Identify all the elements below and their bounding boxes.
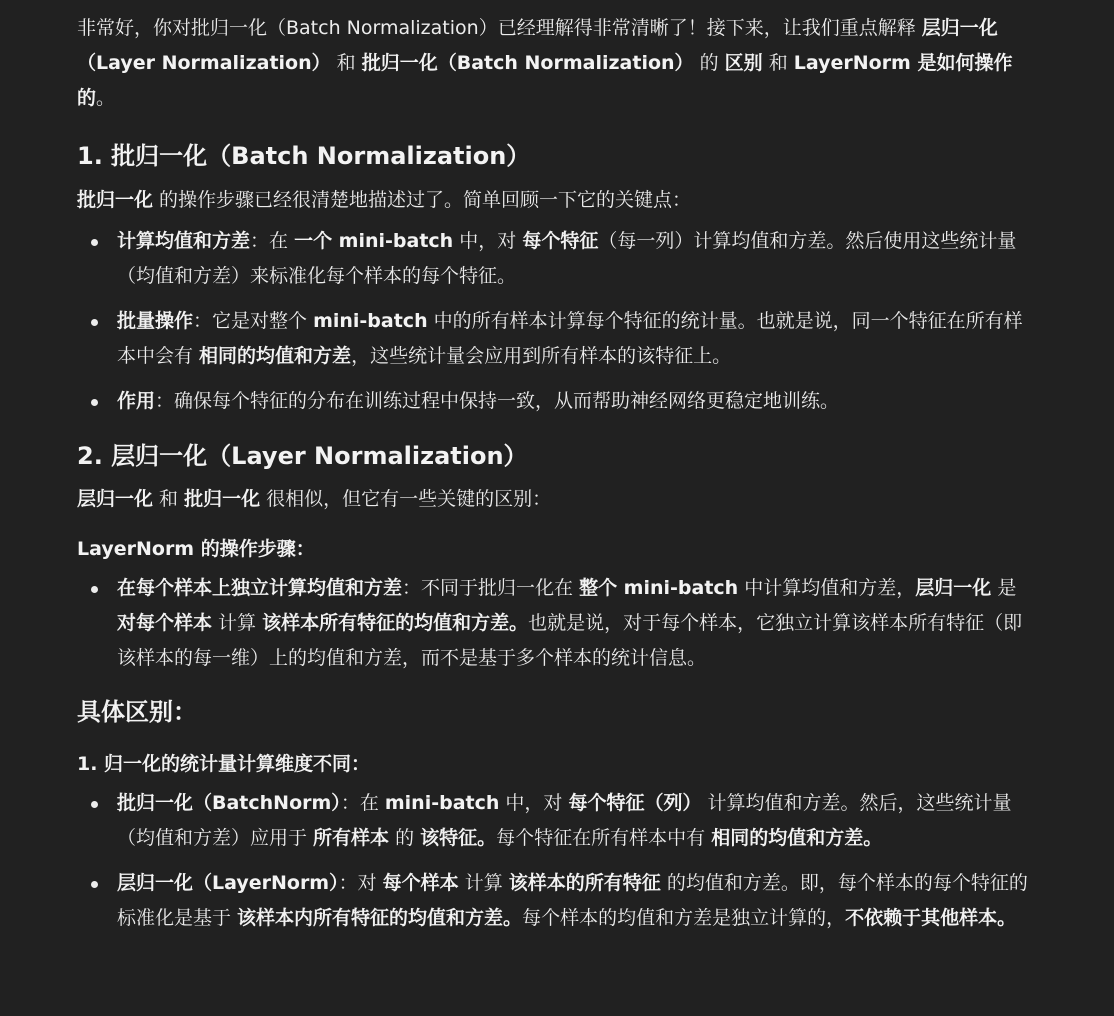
list-item-text: 中，对 bbox=[453, 230, 523, 252]
list-item bbox=[77, 786, 1036, 856]
intro-text: 和 bbox=[330, 52, 362, 74]
specific-differences-heading: 具体区别： bbox=[77, 698, 197, 726]
list-item-text: 每个特征在所有样本中有 bbox=[496, 827, 712, 849]
list-item bbox=[77, 571, 1036, 676]
list-item-bold: 一个 mini-batch bbox=[294, 230, 454, 252]
intro-text: 非常好，你对批归一化（Batch Normalization）已经理解得非常清晰了！接下来，让我们重点解释 bbox=[77, 17, 922, 39]
list-item-label: 层归一化（LayerNorm） bbox=[117, 872, 339, 894]
list-item-bold: mini-batch bbox=[384, 792, 500, 814]
list-item-text: 中，对 bbox=[499, 792, 569, 814]
intro-paragraph bbox=[77, 0, 1036, 116]
batch-normalization-paragraph bbox=[77, 183, 1036, 218]
list-item-text: ：确保每个特征的分布在训练过程中保持一致，从而帮助神经网络更稳定地训练。 bbox=[155, 390, 840, 412]
list-item-bold: 不依赖于其他样本。 bbox=[845, 907, 1017, 929]
list-item-text: 计算 bbox=[458, 872, 509, 894]
list-item bbox=[77, 304, 1036, 374]
list-item-text: 也就是说，对于每个样本，它独立计算该样本所有特征（即该样本的每一维）上的均值和方差，而不是基于多个样本的统计信息。 bbox=[117, 612, 1023, 669]
list-item-label: 批归一化（BatchNorm） bbox=[117, 792, 341, 814]
paragraph-bold-term: 批归一化 bbox=[184, 488, 261, 510]
list-item-text: 是 bbox=[991, 577, 1017, 599]
paragraph-bold-term: 批归一化 bbox=[77, 189, 154, 211]
list-item-label: 作用 bbox=[117, 390, 156, 412]
list-item-bold: 层归一化 bbox=[915, 577, 992, 599]
list-item-bold: 该特征。 bbox=[420, 827, 497, 849]
list-item-bold: 该样本所有特征的均值和方差。 bbox=[262, 612, 529, 634]
paragraph-text: 的操作步骤已经很清楚地描述过了。简单回顾一下它的关键点： bbox=[153, 189, 692, 211]
list-item-text: ：对 bbox=[338, 872, 383, 894]
list-item-label: 批量操作 bbox=[117, 310, 194, 332]
intro-bold-layernorm-operation: LayerNorm 是如何操作的 bbox=[77, 52, 1013, 109]
batch-normalization-list bbox=[77, 224, 1036, 419]
intro-text: 和 bbox=[762, 52, 794, 74]
list-item-bold: 所有样本 bbox=[313, 827, 390, 849]
list-item-text: 中的所有样本计算每个特征的统计量。也就是说，同一个特征在所有样本中会有 bbox=[117, 310, 1023, 367]
intro-bold-layer-normalization: 层归一化（Layer Normalization） bbox=[77, 17, 998, 74]
intro-text: 。 bbox=[96, 87, 116, 109]
list-item-text: 每个样本的均值和方差是独立计算的， bbox=[522, 907, 846, 929]
list-item bbox=[77, 384, 1036, 419]
list-item-bold: mini-batch bbox=[313, 310, 428, 332]
intro-text: 的 bbox=[693, 52, 725, 74]
list-item-text: ：在 bbox=[340, 792, 385, 814]
paragraph-text: 很相似，但它有一些关键的区别： bbox=[260, 488, 552, 510]
list-item-bold: 每个样本 bbox=[382, 872, 459, 894]
list-item bbox=[77, 866, 1036, 936]
list-item-text: ：不同于批归一化在 bbox=[402, 577, 580, 599]
list-item-bold: 该样本内所有特征的均值和方差。 bbox=[237, 907, 523, 929]
list-item-text: ：在 bbox=[250, 230, 295, 252]
layer-normalization-heading: 2. 层归一化（Layer Normalization） bbox=[77, 442, 528, 470]
layernorm-steps-heading: LayerNorm 的操作步骤： bbox=[77, 538, 315, 560]
layer-normalization-list bbox=[77, 571, 1036, 676]
list-item-text: （每一列）计算均值和方差。然后使用这些统计量（均值和方差）来标准化每个样本的每个特征。 bbox=[117, 230, 1017, 287]
list-item-text: 计算 bbox=[212, 612, 263, 634]
list-item-text: 计算均值和方差。然后，这些统计量（均值和方差）应用于 bbox=[117, 792, 1012, 849]
list-item-bold: 相同的均值和方差。 bbox=[711, 827, 883, 849]
list-item-text: ：它是对整个 bbox=[193, 310, 314, 332]
list-item-bold: 对每个样本 bbox=[117, 612, 213, 634]
list-item-label: 在每个样本上独立计算均值和方差 bbox=[117, 577, 403, 599]
paragraph-bold-term: 层归一化 bbox=[77, 488, 154, 510]
list-item-bold: 该样本的所有特征 bbox=[508, 872, 661, 894]
list-item-text: 的均值和方差。即，每个样本的每个特征的标准化是基于 bbox=[117, 872, 1028, 929]
differences-list bbox=[77, 786, 1036, 936]
list-item-text: 的 bbox=[389, 827, 421, 849]
paragraph-text: 和 bbox=[153, 488, 185, 510]
batch-normalization-heading: 1. 批归一化（Batch Normalization） bbox=[77, 142, 531, 170]
dimension-difference-heading: 1. 归一化的统计量计算维度不同： bbox=[77, 753, 371, 775]
list-item-bold: 每个特征 bbox=[522, 230, 599, 252]
list-item-bold: 每个特征（列） bbox=[568, 792, 702, 814]
list-item-bold: 整个 mini-batch bbox=[579, 577, 739, 599]
intro-bold-difference: 区别 bbox=[724, 52, 763, 74]
intro-bold-batch-normalization: 批归一化（Batch Normalization） bbox=[361, 52, 694, 74]
list-item-label: 计算均值和方差 bbox=[117, 230, 251, 252]
list-item-bold: 相同的均值和方差 bbox=[199, 345, 352, 367]
list-item bbox=[77, 224, 1036, 294]
layer-normalization-paragraph bbox=[77, 482, 1036, 517]
list-item-text: ，这些统计量会应用到所有样本的该特征上。 bbox=[351, 345, 732, 367]
list-item-text: 中计算均值和方差， bbox=[738, 577, 916, 599]
